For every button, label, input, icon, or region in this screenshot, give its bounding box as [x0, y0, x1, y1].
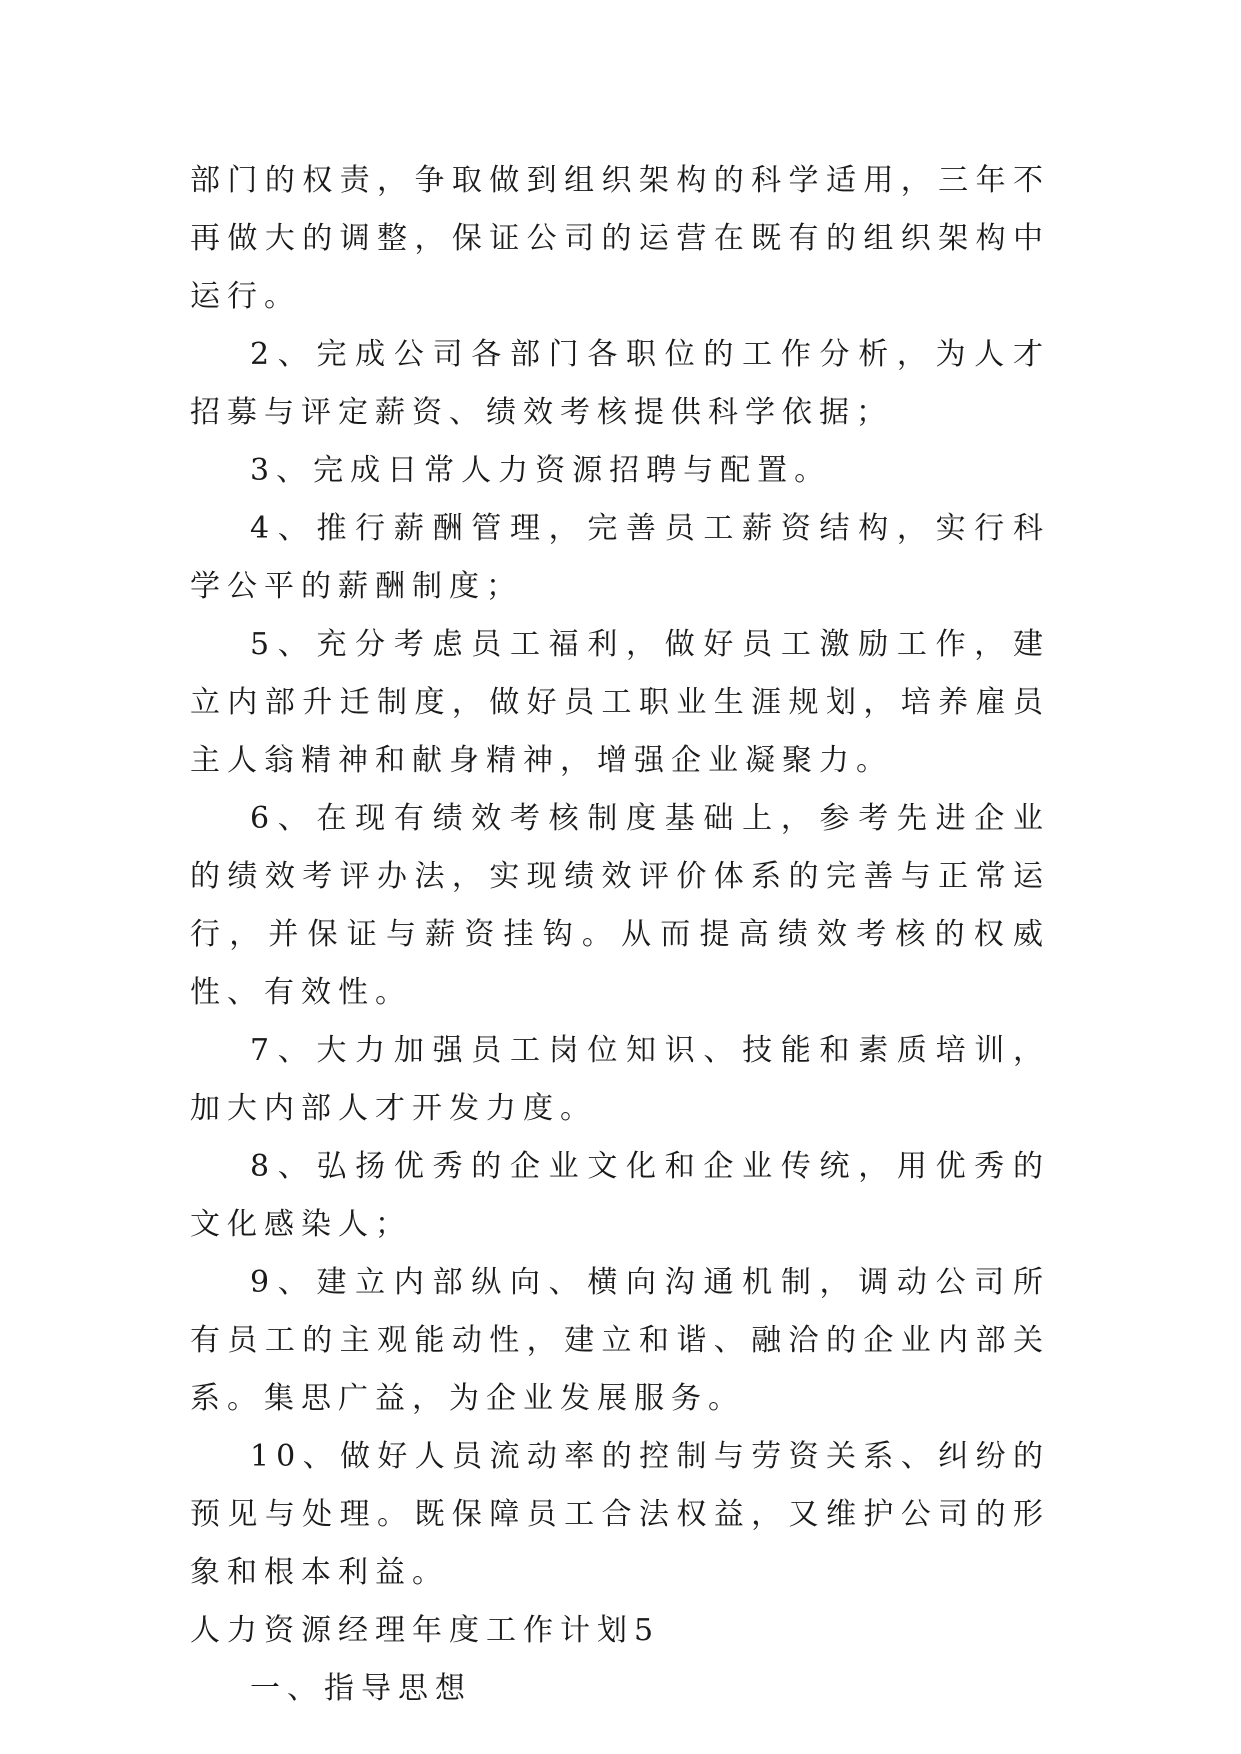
- paragraph-1: 部门的权责，争取做到组织架构的科学适用，三年不再做大的调整，保证公司的运营在既有的组织架构中运行。: [190, 163, 1050, 314]
- paragraph-3: 3、完成日常人力资源招聘与配置。: [250, 453, 832, 488]
- paragraph-9: 9、建立内部纵向、横向沟通机制，调动公司所有员工的主观能动性，建立和谐、融洽的企业内部关系。集思广益，为企业发展服务。: [190, 1265, 1050, 1416]
- paragraph-2: 2、完成公司各部门各职位的工作分析，为人才招募与评定薪资、绩效考核提供科学依据；: [190, 337, 1050, 430]
- subheading: 一、指导思想: [250, 1671, 472, 1706]
- paragraph-10: 10、做好人员流动率的控制与劳资关系、纠纷的预见与处理。既保障员工合法权益，又维护公司的形象和根本利益。: [190, 1439, 1050, 1590]
- paragraph-7: 7、大力加强员工岗位知识、技能和素质培训，加大内部人才开发力度。: [190, 1033, 1050, 1126]
- paragraph-4: 4、推行薪酬管理，完善员工薪资结构，实行科学公平的薪酬制度；: [190, 511, 1050, 604]
- paragraph-6: 6、在现有绩效考核制度基础上，参考先进企业的绩效考评办法，实现绩效评价体系的完善与正常运行，并保证与薪资挂钩。从而提高绩效考核的权威性、有效性。: [190, 801, 1050, 1010]
- paragraph-8: 8、弘扬优秀的企业文化和企业传统，用优秀的文化感染人；: [190, 1149, 1050, 1242]
- document-body: [190, 152, 1050, 1718]
- section-title: 人力资源经理年度工作计划5: [190, 1613, 661, 1648]
- paragraph-5: 5、充分考虑员工福利，做好员工激励工作，建立内部升迁制度，做好员工职业生涯规划，培养雇员主人翁精神和献身精神，增强企业凝聚力。: [190, 627, 1050, 778]
